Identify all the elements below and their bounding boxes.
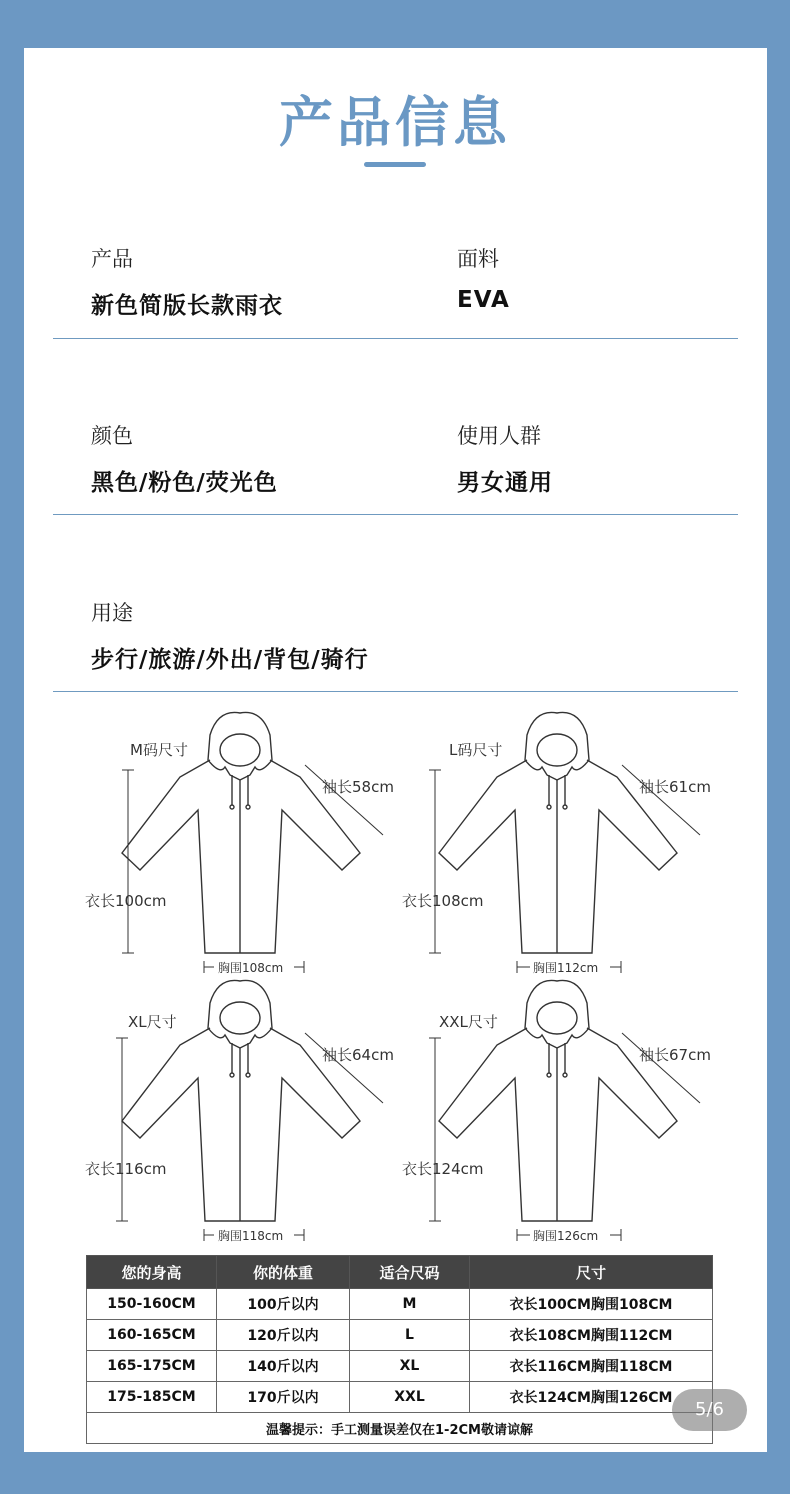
color-label: 颜色 [91,424,133,448]
table-header-row [87,1256,713,1289]
material-value: EVA [457,287,510,313]
users-label: 使用人群 [457,424,541,448]
usage-value: 步行/旅游/外出/背包/骑行 [91,647,369,673]
size-label: M码尺寸 [130,741,188,759]
usage-label: 用途 [91,601,133,625]
cell-weight: 170斤以内 [217,1382,350,1413]
divider [53,514,738,515]
chest-width: 胸围108cm [218,961,284,975]
product-label: 产品 [91,247,133,271]
size-diagram-xl [80,973,410,1248]
coat-length: 衣长100cm [85,892,167,910]
cell-height: 175-185CM [87,1382,217,1413]
cell-weight: 100斤以内 [217,1289,350,1320]
header-height: 您的身高 [87,1256,217,1289]
table-note-row [87,1413,713,1444]
sleeve-length: 袖长58cm [322,778,394,796]
table-row [87,1351,713,1382]
product-value: 新色简版长款雨衣 [91,293,283,319]
header-dimensions: 尺寸 [470,1256,713,1289]
cell-dimensions: 衣长108CM胸围112CM [470,1320,713,1351]
table-row [87,1382,713,1413]
cell-size: XXL [350,1382,470,1413]
cell-size: M [350,1289,470,1320]
chest-width: 胸围112cm [533,961,599,975]
size-label: XL尺寸 [128,1013,177,1031]
header-weight: 你的体重 [217,1256,350,1289]
size-diagram-xxl [397,973,727,1248]
size-label: XXL尺寸 [439,1013,498,1031]
color-value: 黑色/粉色/荧光色 [91,470,278,496]
title-underline [364,162,426,167]
sleeve-length: 袖长67cm [639,1046,711,1064]
cell-weight: 140斤以内 [217,1351,350,1382]
cell-height: 165-175CM [87,1351,217,1382]
cell-dimensions: 衣长100CM胸围108CM [470,1289,713,1320]
coat-length: 衣长116cm [85,1160,167,1178]
page-title: 产品信息 [279,91,511,154]
size-table [86,1255,713,1444]
cell-size: L [350,1320,470,1351]
measurement-note: 温馨提示：手工测量误差仅在1-2CM敬请谅解 [87,1413,713,1444]
cell-height: 150-160CM [87,1289,217,1320]
size-diagram-m [80,705,410,980]
chest-width: 胸围118cm [218,1229,284,1243]
size-label: L码尺寸 [449,741,503,759]
cell-height: 160-165CM [87,1320,217,1351]
sleeve-length: 袖长64cm [322,1046,394,1064]
header-size: 适合尺码 [350,1256,470,1289]
size-diagram-l [397,705,727,980]
table-row [87,1289,713,1320]
divider [53,338,738,339]
table-row [87,1320,713,1351]
page-indicator: 5/6 [672,1389,747,1431]
cell-size: XL [350,1351,470,1382]
cell-weight: 120斤以内 [217,1320,350,1351]
chest-width: 胸围126cm [533,1229,599,1243]
material-label: 面料 [457,247,499,271]
users-value: 男女通用 [457,470,553,496]
cell-dimensions: 衣长124CM胸围126CM [470,1382,713,1413]
cell-dimensions: 衣长116CM胸围118CM [470,1351,713,1382]
divider [53,691,738,692]
sleeve-length: 袖长61cm [639,778,711,796]
coat-length: 衣长124cm [402,1160,484,1178]
coat-length: 衣长108cm [402,892,484,910]
